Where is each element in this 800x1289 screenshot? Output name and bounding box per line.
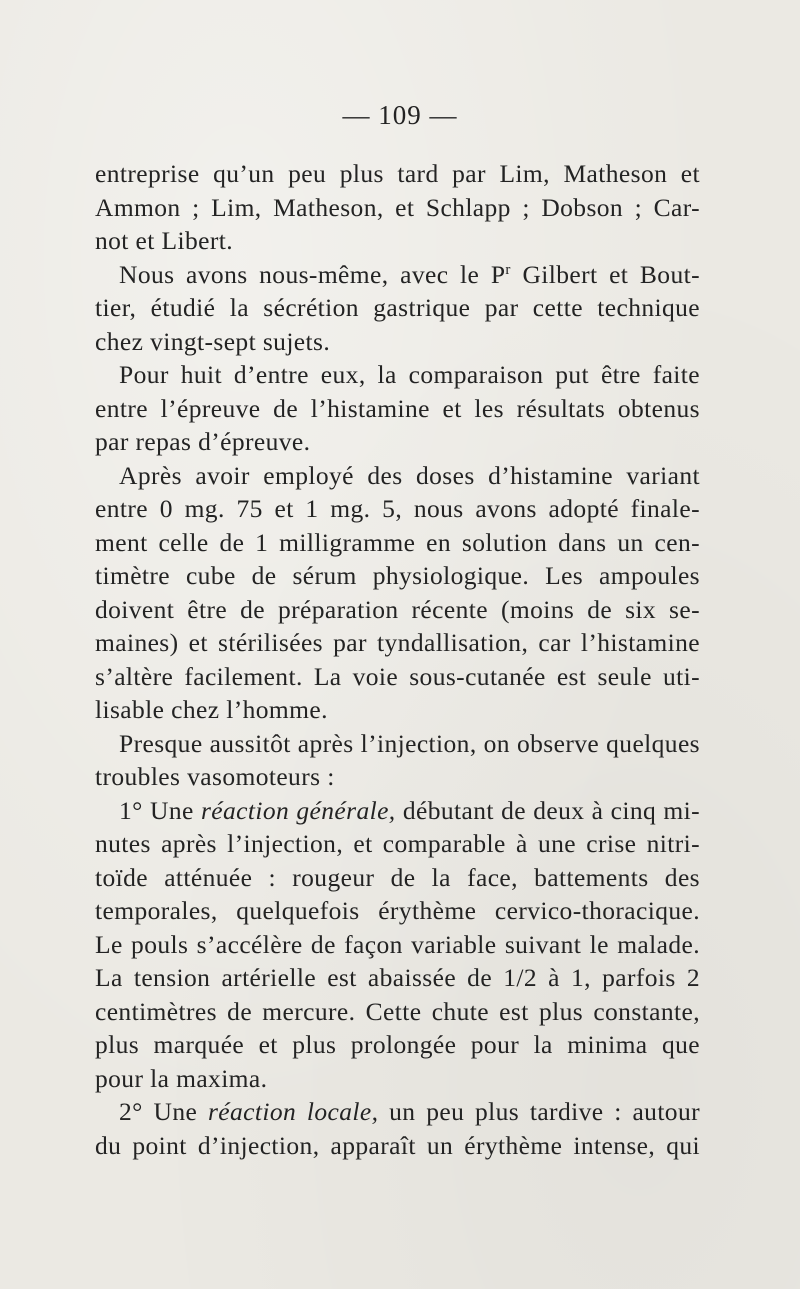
text-line: chez vingt-sept sujets. [95,326,331,356]
text-line: Presque aussitôt après l’injection, on observe quelques [119,728,700,758]
body-text [95,157,700,1162]
text-line: La tension artérielle est abaissée de 1/2 à 1, parfois 2 [95,963,700,992]
text-line [95,794,700,828]
text-line: entre 0 mg. 75 et 1 mg. 5, nous avons adopté finale- [95,494,700,523]
text-line: Ammon ; Lim, Matheson, et Schlapp ; Dobson ; Car- [95,192,700,222]
text-line: centimètres de mercure. Cette chute est plus constante, [95,996,700,1026]
superscript: r [505,261,511,278]
text-line: du point d’injection, apparaît un érythème intense, qui [95,1130,700,1160]
text-run: un peu plus tardive : autour [378,1097,700,1126]
text-line: nutes après l’injection, et comparable à une crise nitri- [95,829,700,858]
text-line: Après avoir employé des doses d’histamine variant [119,460,700,490]
text-line: troubles vasomoteurs : [95,762,335,791]
text-line: not et Libert. [95,226,234,255]
italic-phrase: réaction générale, [200,795,396,825]
text-line: tier, étudié la sécrétion gastrique par cette technique [95,293,700,322]
text-run: 1° Une [119,795,201,825]
text-line: ment celle de 1 milligramme en solution dans un cen- [95,527,700,557]
text-line: s’altère facilement. La voie sous-cutanée est seule uti- [95,661,700,691]
text-line: Le pouls s’accélère de façon variable suivant le malade. [95,929,700,959]
italic-phrase: réaction locale, [207,1097,379,1126]
text-line: Pour huit d’entre eux, la comparaison put être faite [119,360,700,389]
text-line: doivent être de préparation récente (moins de six se- [95,594,700,624]
text-line: lisable chez l’homme. [95,695,328,724]
text-line: entre l’épreuve de l’histamine et les résultats obtenus [95,393,700,423]
text-line: maines) et stérilisées par tyndallisation, car l’histamine [95,628,700,657]
text-line: toïde atténuée : rougeur de la face, battements des [95,862,700,892]
text-line [95,1095,700,1129]
text-line: par repas d’épreuve. [95,427,311,456]
text-run: 2° Une [119,1097,208,1126]
text-line: temporales, quelquefois érythème cervico-thoracique. [95,896,700,925]
page-number: — 109 — [342,100,458,130]
text-run: Gilbert et Bout- [510,259,700,289]
text-line [95,258,700,292]
text-line: entreprise qu’un peu plus tard par Lim, Matheson et [95,159,700,188]
text-run: débutant de deux à cinq mi- [395,795,700,825]
text-run: Nous avons nous-même, avec le P [119,259,506,289]
text-line: timètre cube de sérum physiologique. Les ampoules [95,561,700,590]
text-line: pour la maxima. [95,1063,268,1093]
text-line: plus marquée et plus prolongée pour la minima que [95,1030,700,1059]
